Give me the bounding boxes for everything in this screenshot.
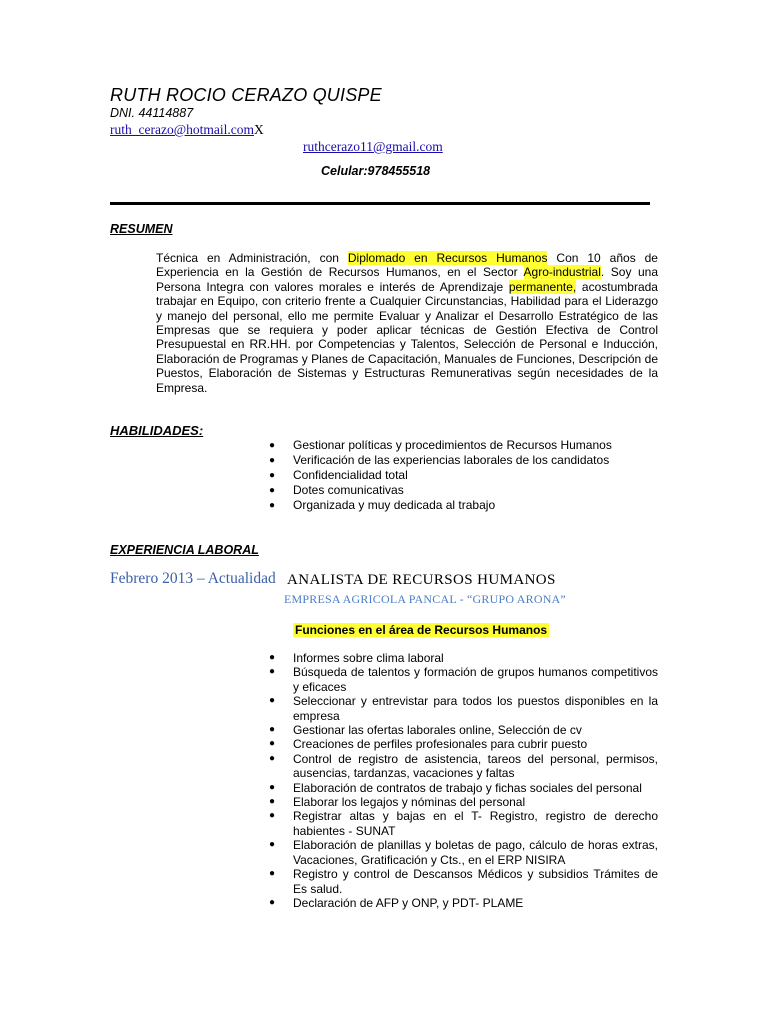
company-name: EMPRESA AGRICOLA PANCAL - “GRUPO ARONA” [284, 592, 566, 606]
list-item [269, 895, 658, 910]
list-item [269, 795, 658, 810]
resumen-text-1: Técnica en Administración, con [156, 251, 348, 265]
skill-text: Dotes comunicativas [293, 483, 404, 497]
experiencia-heading: EXPERIENCIA LABORAL [110, 543, 259, 557]
list-item [269, 665, 658, 694]
job-period: Febrero 2013 – Actualidad [110, 570, 276, 587]
list-item [269, 723, 658, 738]
skill-text: Confidencialidad total [293, 468, 408, 482]
list-item [269, 651, 658, 665]
bullet-icon: ● [269, 440, 276, 451]
list-item [269, 483, 612, 498]
duties-list [269, 651, 658, 910]
duty-text: Elaboración de planillas y boletas de pago, cálculo de horas extras, Vacaciones, Gratificación y Cts., en el ERP NISIRA [293, 838, 658, 867]
dni-number: DNI. 44114887 [110, 106, 194, 120]
phone-number: Celular:978455518 [321, 164, 431, 178]
highlight-diplomado: Diplomado en Recursos Humanos [347, 251, 548, 265]
list-item [269, 838, 658, 867]
bullet-icon: ● [269, 652, 276, 663]
bullet-icon: ● [269, 896, 276, 908]
bullet-icon: ● [269, 810, 276, 822]
duty-text: Registrar altas y bajas en el T- Registro, registro de derecho habientes - SUNAT [293, 809, 658, 838]
duty-text: Creaciones de perfiles profesionales para cubrir puesto [293, 737, 588, 752]
resumen-text-3: . Soy una Persona Integra con valores morales e interés de Aprendizaje [156, 265, 659, 294]
bullet-icon: ● [269, 868, 276, 880]
list-item [269, 498, 612, 513]
duty-text: Búsqueda de talentos y formación de grupos humanos competitivos y eficaces [293, 665, 658, 694]
bullet-icon: ● [269, 500, 276, 511]
duty-text: Seleccionar y entrevistar para todos los puestos disponibles en la empresa [293, 694, 658, 723]
bullet-icon: ● [269, 839, 276, 851]
highlight-agroindustrial: Agro-industrial [523, 265, 601, 280]
duty-text: Gestionar las ofertas laborales online, Selección de cv [293, 723, 582, 738]
list-item [269, 453, 612, 468]
resumen-text-2: Con 10 años de Experiencia en la Gestión de Recursos Humanos, en el Sector [156, 251, 658, 280]
email-suffix: X [254, 122, 264, 137]
resumen-paragraph [156, 251, 658, 395]
bullet-icon: ● [269, 752, 276, 764]
list-item [269, 751, 658, 781]
bullet-icon: ● [269, 485, 276, 496]
bullet-icon: ● [269, 781, 276, 793]
skill-text: Verificación de las experiencias laborales de los candidatos [293, 453, 610, 467]
habilidades-heading: HABILIDADES: [110, 423, 204, 438]
bullet-icon: ● [269, 738, 276, 750]
list-item [269, 809, 658, 838]
email-line-1 [110, 121, 264, 139]
list-item [269, 737, 658, 752]
bullet-icon: ● [269, 695, 276, 707]
bullet-icon: ● [269, 796, 276, 808]
list-item [269, 438, 612, 453]
functions-heading: Funciones en el área de Recursos Humanos [295, 623, 548, 637]
skills-list [269, 438, 612, 513]
job-title: ANALISTA DE RECURSOS HUMANOS [287, 572, 556, 588]
candidate-name: RUTH ROCIO CERAZO QUISPE [110, 85, 382, 105]
duty-text: Declaración de AFP y ONP, y PDT- PLAME [293, 895, 524, 910]
resumen-text-4: acostumbrada trabajar en Equipo, con criterio frente a Cualquier Circunstancias, Habilidad para el Liderazgo y manejo del personal, ello me permite Evaluar y Analizar el Desarrollo Estratégico de las Empresas que se requiera y poder aplicar técnicas de Gestión Efectiva de Control Presupuestal en RR.HH. por Competencias y Talentos, Selección de Personal e Inducción, Elaboración de Programas y Planes de Capacitación, Manuales de Funciones, Descripción de Puestos, Elaboración de Sistemas y Estructuras Remunerativas según necesidades de la Empresa. [156, 279, 658, 395]
list-item [269, 468, 612, 483]
highlight-permanente: permanente, [508, 279, 577, 294]
header-divider [110, 202, 650, 205]
duty-text: Registro y control de Descansos Médicos y subsidios Trámites de Es salud. [293, 867, 658, 896]
skill-text: Organizada y muy dedicada al trabajo [293, 498, 496, 512]
list-item [269, 780, 658, 795]
email-line-2 [303, 138, 443, 156]
list-item [269, 867, 658, 896]
email-link-gmail[interactable]: ruthcerazo11@gmail.com [303, 139, 443, 154]
duty-text: Informes sobre clima laboral [293, 651, 444, 665]
bullet-icon: ● [269, 455, 276, 466]
bullet-icon: ● [269, 724, 276, 736]
duty-text: Elaboración de contratos de trabajo y fichas sociales del personal [293, 780, 642, 795]
bullet-icon: ● [269, 666, 276, 678]
email-link-hotmail[interactable]: ruth_cerazo@hotmail.com [110, 122, 255, 137]
skill-text: Gestionar políticas y procedimientos de Recursos Humanos [293, 438, 612, 452]
resumen-heading: RESUMEN [110, 222, 173, 236]
duty-text: Elaborar los legajos y nóminas del personal [293, 795, 526, 810]
duty-text: Control de registro de asistencia, tareos del personal, permisos, ausencias, tardanzas, vacaciones y faltas [293, 751, 658, 781]
list-item [269, 694, 658, 723]
bullet-icon: ● [269, 470, 276, 481]
